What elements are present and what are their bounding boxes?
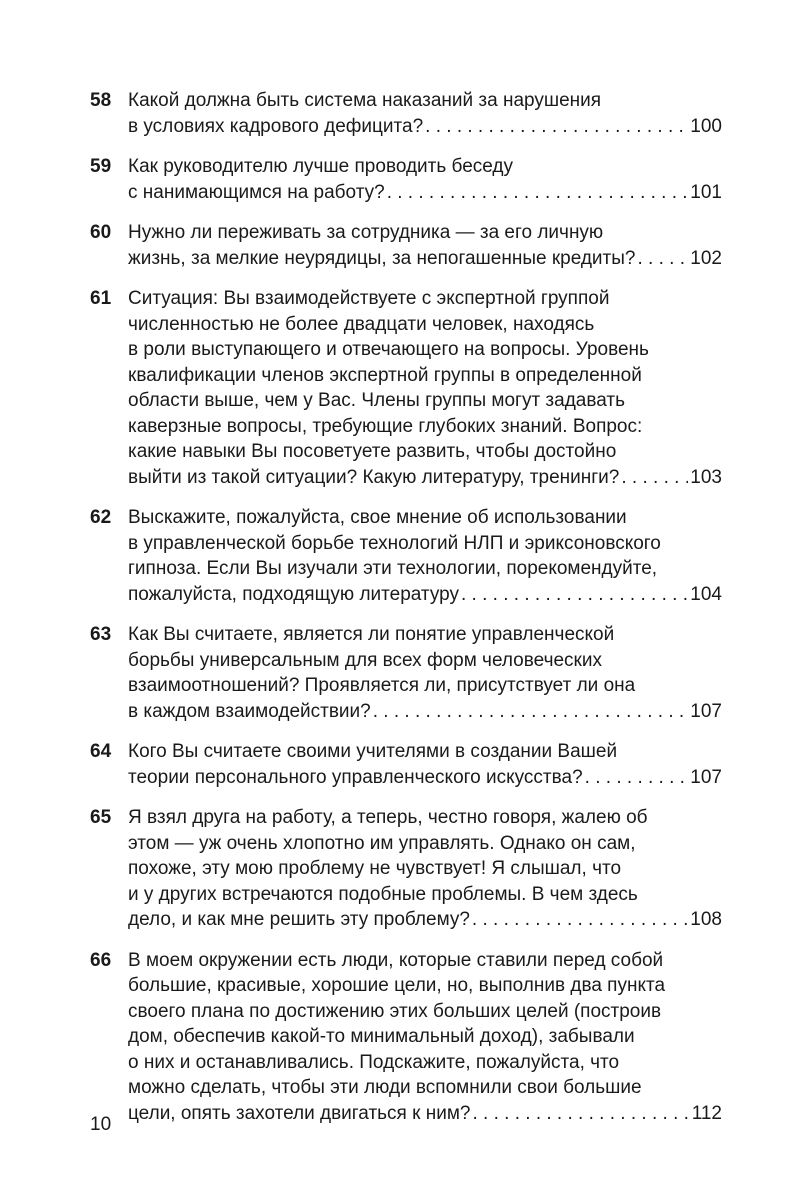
toc-entry-number: 63 [90,624,112,645]
toc-entry-line: дом, обеспечив какой-то минимальный доход), забывали [128,1026,635,1047]
toc-entry-line: в управленческой борьбе технологий НЛП и эриксоновского [128,532,661,554]
toc-entry-title [128,622,722,724]
toc-entry-title [128,739,722,790]
toc-entry-line: теории персонального управленческого искусства? [128,766,583,788]
toc-entry-page: 112 [691,1102,722,1124]
toc-entry-last-line [128,180,722,206]
toc-entry-number: 65 [90,807,112,828]
toc-entry-last-line [128,246,722,272]
toc-entry-last-line [128,907,722,933]
toc-entry-line: борьбы универсальным для всех форм человеческих [128,649,602,671]
toc-entry-number: 58 [90,90,112,111]
toc-entry[interactable] [90,154,722,205]
toc-entry[interactable] [90,286,722,490]
toc-entry-page: 107 [690,766,722,788]
toc-entry-line: жизнь, за мелкие неурядицы, за непогашенные кредиты? [128,247,636,269]
dot-leader [461,582,688,608]
table-of-contents [90,88,722,1141]
toc-entry[interactable] [90,948,722,1127]
toc-entry-page: 104 [690,583,722,605]
toc-entry[interactable] [90,739,722,790]
toc-entry-page: 107 [690,700,722,722]
toc-entry-line: численностью не более двадцати человек, находясь [128,313,595,335]
dot-leader [585,765,689,791]
toc-entry-page: 100 [690,115,722,137]
toc-entry-line: какие навыки Вы посоветуете развить, чтобы достойно [128,441,617,462]
dot-leader [472,1101,689,1127]
toc-entry-last-line [128,765,722,791]
dot-leader [472,907,688,933]
toc-entry-last-line [128,465,722,491]
dot-leader [387,180,689,206]
toc-entry-last-line [128,1101,722,1127]
toc-entry-line: Какой должна быть система наказаний за нарушения [128,90,602,111]
toc-entry-line: в роли выступающего и отвечающего на вопросы. Уровень [128,339,649,360]
toc-entry-line: о них и останавливались. Подскажите, пожалуйста, что [128,1051,620,1073]
toc-entry-line: квалификации членов экспертной группы в определенной [128,364,642,386]
toc-entry-line: каверзные вопросы, требующие глубоких знаний. Вопрос: [128,415,643,437]
toc-entry[interactable] [90,88,722,139]
page-number: 10 [90,1114,112,1135]
toc-entry-line: Выскажите, пожалуйста, свое мнение об использовании [128,507,627,528]
dot-leader [637,246,688,272]
toc-entry-line: дело, и как мне решить эту проблему? [128,909,470,930]
toc-entry-title [128,154,722,205]
toc-entry-title [128,948,722,1127]
toc-entry-number: 62 [90,507,112,528]
toc-entry[interactable] [90,622,722,724]
toc-entry-line: Как Вы считаете, является ли понятие управленческой [128,624,615,645]
toc-entry-line: этом — уж очень хлопотно им управлять. Однако он сам, [128,832,636,854]
toc-entry-line: в каждом взаимодействии? [128,700,371,722]
toc-entry-last-line [128,582,722,608]
toc-entry-last-line [128,699,722,725]
toc-entry-title [128,505,722,607]
toc-entry-line: похоже, эту мою проблему не чувствует! Я слышал, что [128,858,622,879]
toc-entry-line: цели, опять захотели двигаться к ним? [128,1102,471,1124]
toc-entry-line: и у других встречаются подобные проблемы. В чем здесь [128,883,638,905]
toc-entry-last-line [128,114,722,140]
dot-leader [425,114,688,140]
toc-entry-line: своего плана по достижению этих больших целей (построив [128,1000,662,1022]
toc-entry-page: 101 [690,181,722,203]
toc-entry-line: области выше, чем у Вас. Члены группы могут задавать [128,390,625,411]
toc-entry[interactable] [90,220,722,271]
dot-leader [373,699,689,725]
toc-entry-line: Кого Вы считаете своими учителями в создании Вашей [128,741,618,762]
toc-entry-page: 102 [690,247,722,269]
toc-entry-line: Нужно ли переживать за сотрудника — за его личную [128,222,604,243]
toc-entry-number: 61 [90,288,112,309]
toc-entry-number: 60 [90,222,112,243]
toc-entry-line: гипноза. Если Вы изучали эти технологии, порекомендуйте, [128,558,658,579]
toc-entry-line: в условиях кадрового дефицита? [128,115,424,137]
dot-leader [621,465,688,491]
toc-entry-line: Как руководителю лучше проводить беседу [128,156,514,177]
toc-entry-line: В моем окружении есть люди, которые ставили перед собой [128,949,664,971]
toc-entry-line: выйти из такой ситуации? Какую литературу, тренинги? [128,466,620,488]
toc-entry-line: Я взял друга на работу, а теперь, честно говоря, жалею об [128,807,648,828]
toc-entry-line: Ситуация: Вы взаимодействуете с экспертной группой [128,288,610,309]
toc-entry-number: 66 [90,949,112,971]
toc-entry-title [128,88,722,139]
toc-entry-page: 108 [690,909,722,930]
toc-entry-title [128,805,722,933]
toc-entry-line: можно сделать, чтобы эти люди вспомнили свои большие [128,1077,642,1098]
toc-entry-line: взаимоотношений? Проявляется ли, присутствует ли она [128,675,636,696]
toc-entry[interactable] [90,805,722,933]
toc-entry[interactable] [90,505,722,607]
toc-entry-number: 59 [90,156,112,177]
toc-entry-title [128,220,722,271]
toc-entry-line: пожалуйста, подходящую литературу [128,583,459,605]
toc-entry-line: с нанимающимся на работу? [128,181,385,203]
toc-entry-line: большие, красивые, хорошие цели, но, выполнив два пункта [128,975,666,996]
toc-entry-title [128,286,722,490]
toc-entry-number: 64 [90,741,112,762]
toc-entry-page: 103 [690,466,722,488]
